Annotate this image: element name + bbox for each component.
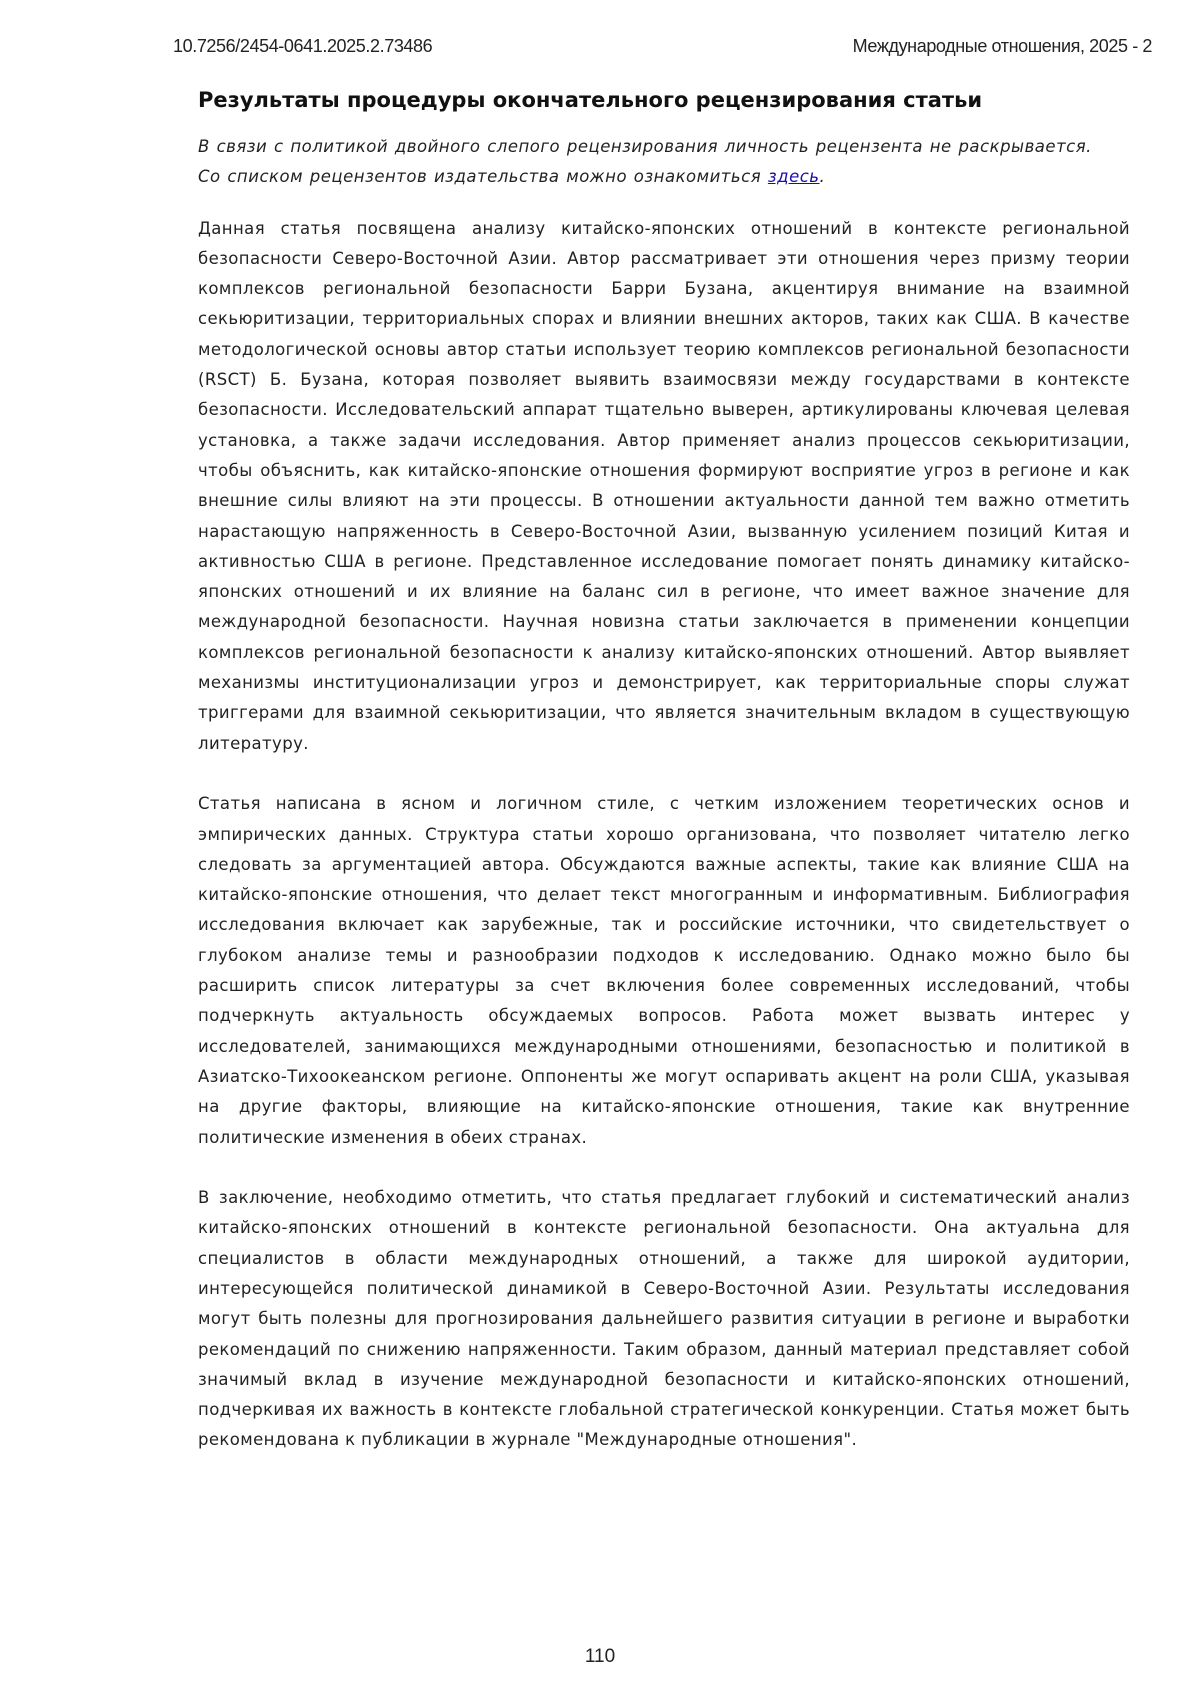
review-section [198, 84, 1130, 1486]
review-paragraph: Статья написана в ясном и логичном стиле, с четким изложением теоретических основ и эмпирических данных. Структура статьи хорошо организована, что позволяет читателю легко следовать за аргументацией автора. Обсуждаются важные аспекты, такие как влияние США на китайско-японские отношения, что делает текст многогранным и информативным. Библиография исследования включает как зарубежные, так и российские источники, что свидетельствует о глубоком анализе темы и разнообразии подходов к исследованию. Однако можно было бы расширить список литературы за счет включения более современных исследований, чтобы подчеркнуть актуальность обсуждаемых вопросов. Работа может вызвать интерес у исследователей, занимающихся международными отношениями, безопасностью и политикой в Азиатско-Тихоокеанском регионе. Оппоненты же могут оспаривать акцент на роли США, указывая на другие факторы, влияющие на китайско-японские отношения, такие как внутренние политические изменения в обеих странах. [198, 789, 1130, 1153]
page-number: 110 [0, 1646, 1200, 1668]
reviewers-list-link[interactable]: здесь [768, 167, 820, 186]
review-body [198, 214, 1130, 1456]
review-paragraph: В заключение, необходимо отметить, что статья предлагает глубокий и систематический анализ китайско-японских отношений в контексте региональной безопасности. Она актуальна для специалистов в области международных отношений, а также для широкой аудитории, интересующейся политической динамикой в Северо-Восточной Азии. Результаты исследования могут быть полезны для прогнозирования дальнейшего развития ситуации в регионе и выработки рекомендаций по снижению напряженности. Таким образом, данный материал представляет собой значимый вклад в изучение международной безопасности и китайско-японских отношений, подчеркивая их важность в контексте глобальной стратегической конкуренции. Статья может быть рекомендована к публикации в журнале "Международные отношения". [198, 1183, 1130, 1456]
reviewers-list-prefix: Со списком рецензентов издательства можно ознакомиться [198, 167, 768, 186]
review-title: Результаты процедуры окончательного рецензирования статьи [198, 84, 1130, 112]
blind-review-text: В связи с политикой двойного слепого рецензирования личность рецензента не раскрывается. [198, 137, 1092, 156]
journal-issue-text: Международные отношения, 2025 - 2 [853, 36, 1152, 57]
doi-text: 10.7256/2454-0641.2025.2.73486 [173, 36, 432, 57]
review-paragraph: Данная статья посвящена анализу китайско-японских отношений в контексте региональной безопасности Северо-Восточной Азии. Автор рассматривает эти отношения через призму теории комплексов региональной безопасности Барри Бузана, акцентируя внимание на взаимной секьюритизации, территориальных спорах и влиянии внешних акторов, таких как США. В качестве методологической основы автор статьи использует теорию комплексов региональной безопасности (RSCT) Б. Бузана, которая позволяет выявить взаимосвязи между государствами в контексте безопасности. Исследовательский аппарат тщательно выверен, артикулированы ключевая целевая установка, а также задачи исследования. Автор применяет анализ процессов секьюритизации, чтобы объяснить, как китайско-японские отношения формируют восприятие угроз в регионе и как внешние силы влияют на эти процессы. В отношении актуальности данной тем важно отметить нарастающую напряженность в Северо-Восточной Азии, вызванную усилением позиций Китая и активностью США в регионе. Представленное исследование помогает понять динамику китайско-японских отношений и их влияние на баланс сил в регионе, что имеет важное значение для международной безопасности. Научная новизна статьи заключается в применении концепции комплексов региональной безопасности к анализу китайско-японских отношений. Автор выявляет механизмы институционализации угроз и демонстрирует, как территориальные споры служат триггерами для взаимной секьюритизации, что является значительным вкладом в существующую литературу. [198, 214, 1130, 759]
reviewers-list-suffix: . [820, 167, 826, 186]
blind-review-note [198, 132, 1130, 193]
running-header [0, 36, 1200, 60]
